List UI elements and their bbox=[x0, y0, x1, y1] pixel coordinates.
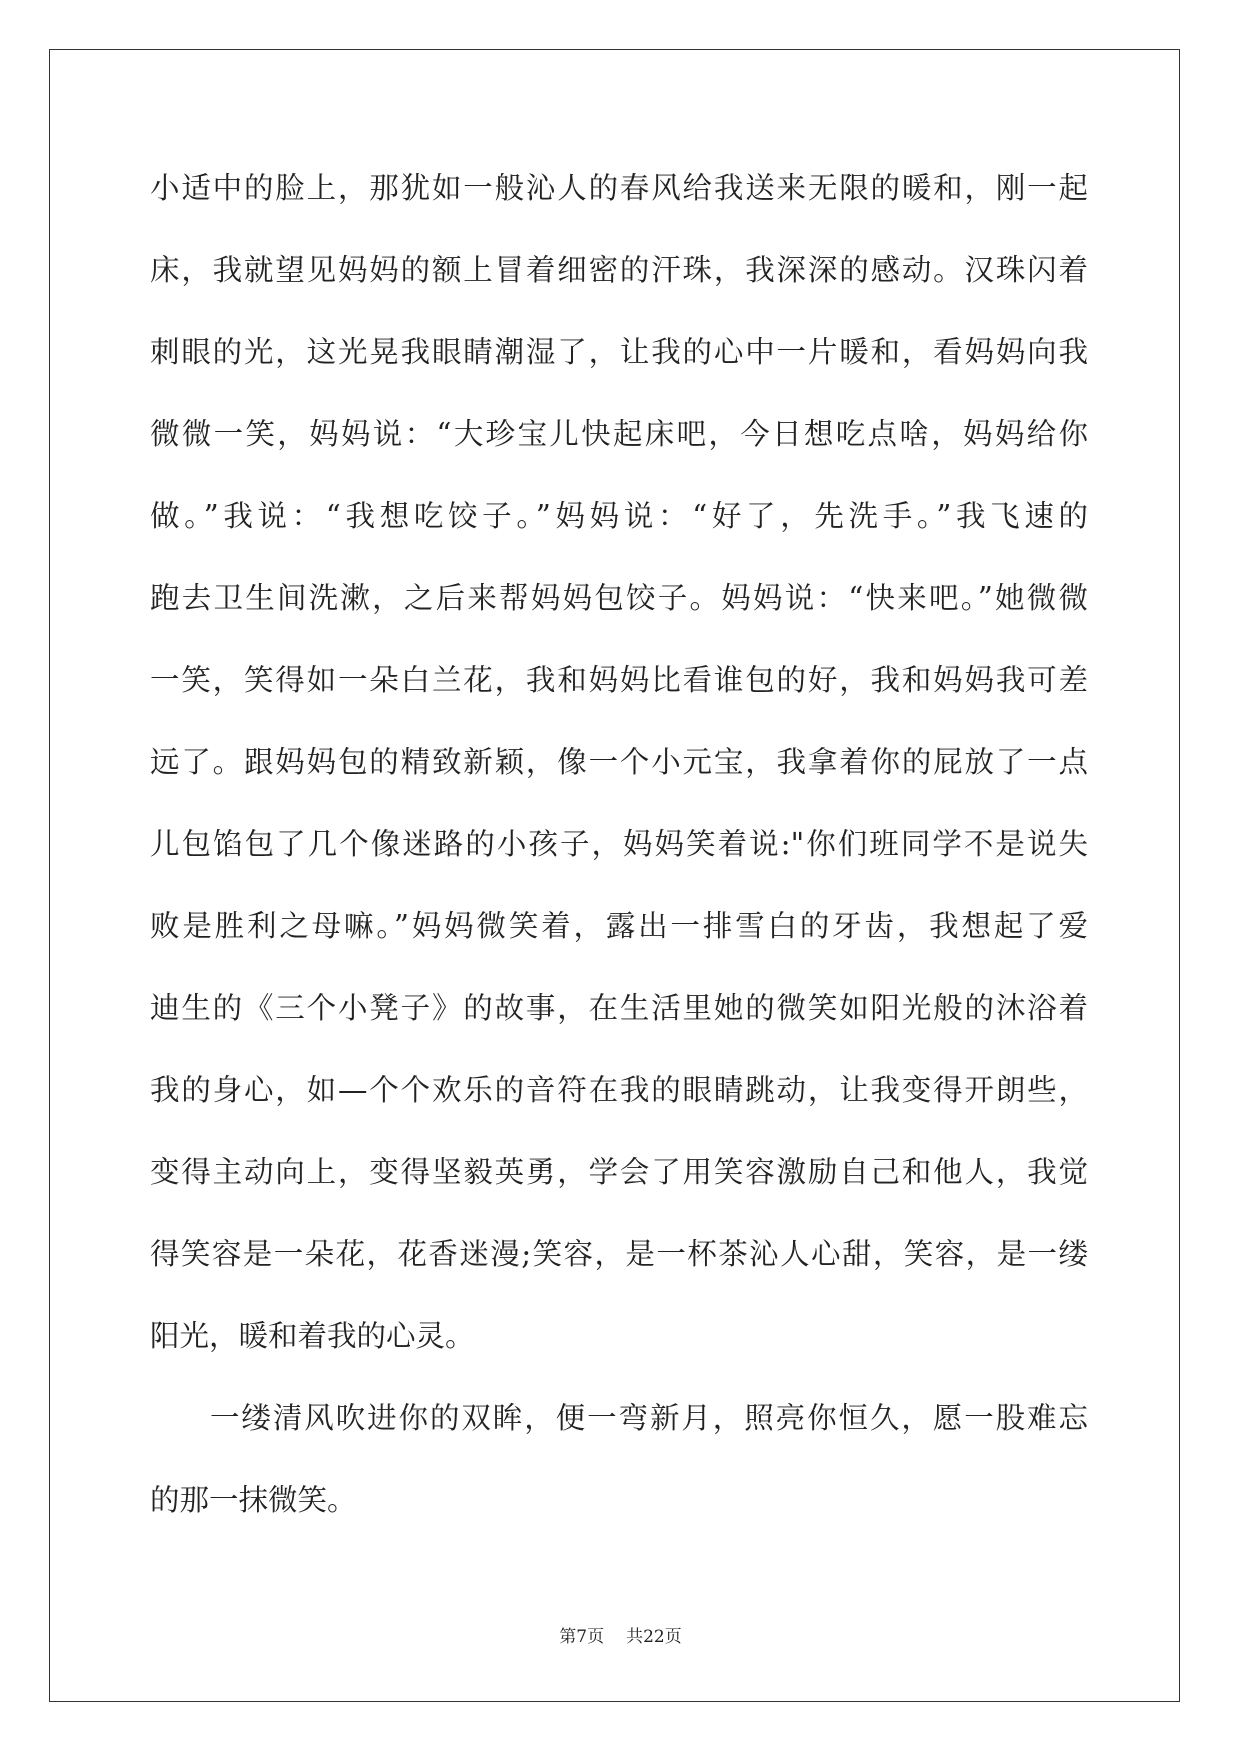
document-body bbox=[150, 165, 1088, 1559]
text-line: 的那一抹微笑。 bbox=[150, 1483, 357, 1517]
paragraph bbox=[150, 1395, 1088, 1559]
text-line: 小适中的脸上，那犹如一般沁人的春风给我送来无限的暖和，刚一起 bbox=[150, 171, 1088, 205]
text-line: 一笑，笑得如一朵白兰花，我和妈妈比看谁包的好，我和妈妈我可差 bbox=[150, 663, 1088, 697]
text-line: 变得主动向上，变得坚毅英勇，学会了用笑容激励自己和他人，我觉 bbox=[150, 1155, 1088, 1189]
text-line: 败是胜利之母嘛。”妈妈微笑着，露出一排雪白的牙齿，我想起了爱 bbox=[150, 909, 1088, 943]
text-line: 跑去卫生间洗漱，之后来帮妈妈包饺子。妈妈说：“快来吧。”她微微 bbox=[150, 581, 1088, 615]
text-line: 远了。跟妈妈包的精致新颖，像一个小元宝，我拿着你的屁放了一点 bbox=[150, 745, 1088, 779]
page-number-label: 第7页 bbox=[559, 1627, 605, 1647]
total-pages-label: 共22页 bbox=[626, 1627, 682, 1647]
text-line: 一缕清风吹进你的双眸，便一弯新月，照亮你恒久，愿一股难忘 bbox=[210, 1401, 1088, 1435]
text-line: 刺眼的光，这光晃我眼睛潮湿了，让我的心中一片暖和，看妈妈向我 bbox=[150, 335, 1088, 369]
text-line: 儿包馅包了几个像迷路的小孩子，妈妈笑着说:"你们班同学不是说失 bbox=[150, 827, 1088, 861]
text-line: 得笑容是一朵花，花香迷漫;笑容，是一杯茶沁人心甜，笑容，是一缕 bbox=[150, 1237, 1088, 1271]
text-line: 阳光，暖和着我的心灵。 bbox=[150, 1319, 475, 1353]
text-line: 迪生的《三个小凳子》的故事，在生活里她的微笑如阳光般的沐浴着 bbox=[150, 991, 1088, 1025]
text-line: 微微一笑，妈妈说：“大珍宝儿快起床吧，今日想吃点啥，妈妈给你 bbox=[150, 417, 1088, 451]
page-footer bbox=[0, 1622, 1241, 1647]
text-line: 我的身心，如—个个欢乐的音符在我的眼睛跳动，让我变得开朗些， bbox=[150, 1073, 1088, 1107]
paragraph bbox=[150, 165, 1088, 1395]
text-line: 床，我就望见妈妈的额上冒着细密的汗珠，我深深的感动。汉珠闪着 bbox=[150, 253, 1088, 287]
text-line: 做。”我说：“我想吃饺子。”妈妈说：“好了，先洗手。”我飞速的 bbox=[150, 499, 1088, 533]
